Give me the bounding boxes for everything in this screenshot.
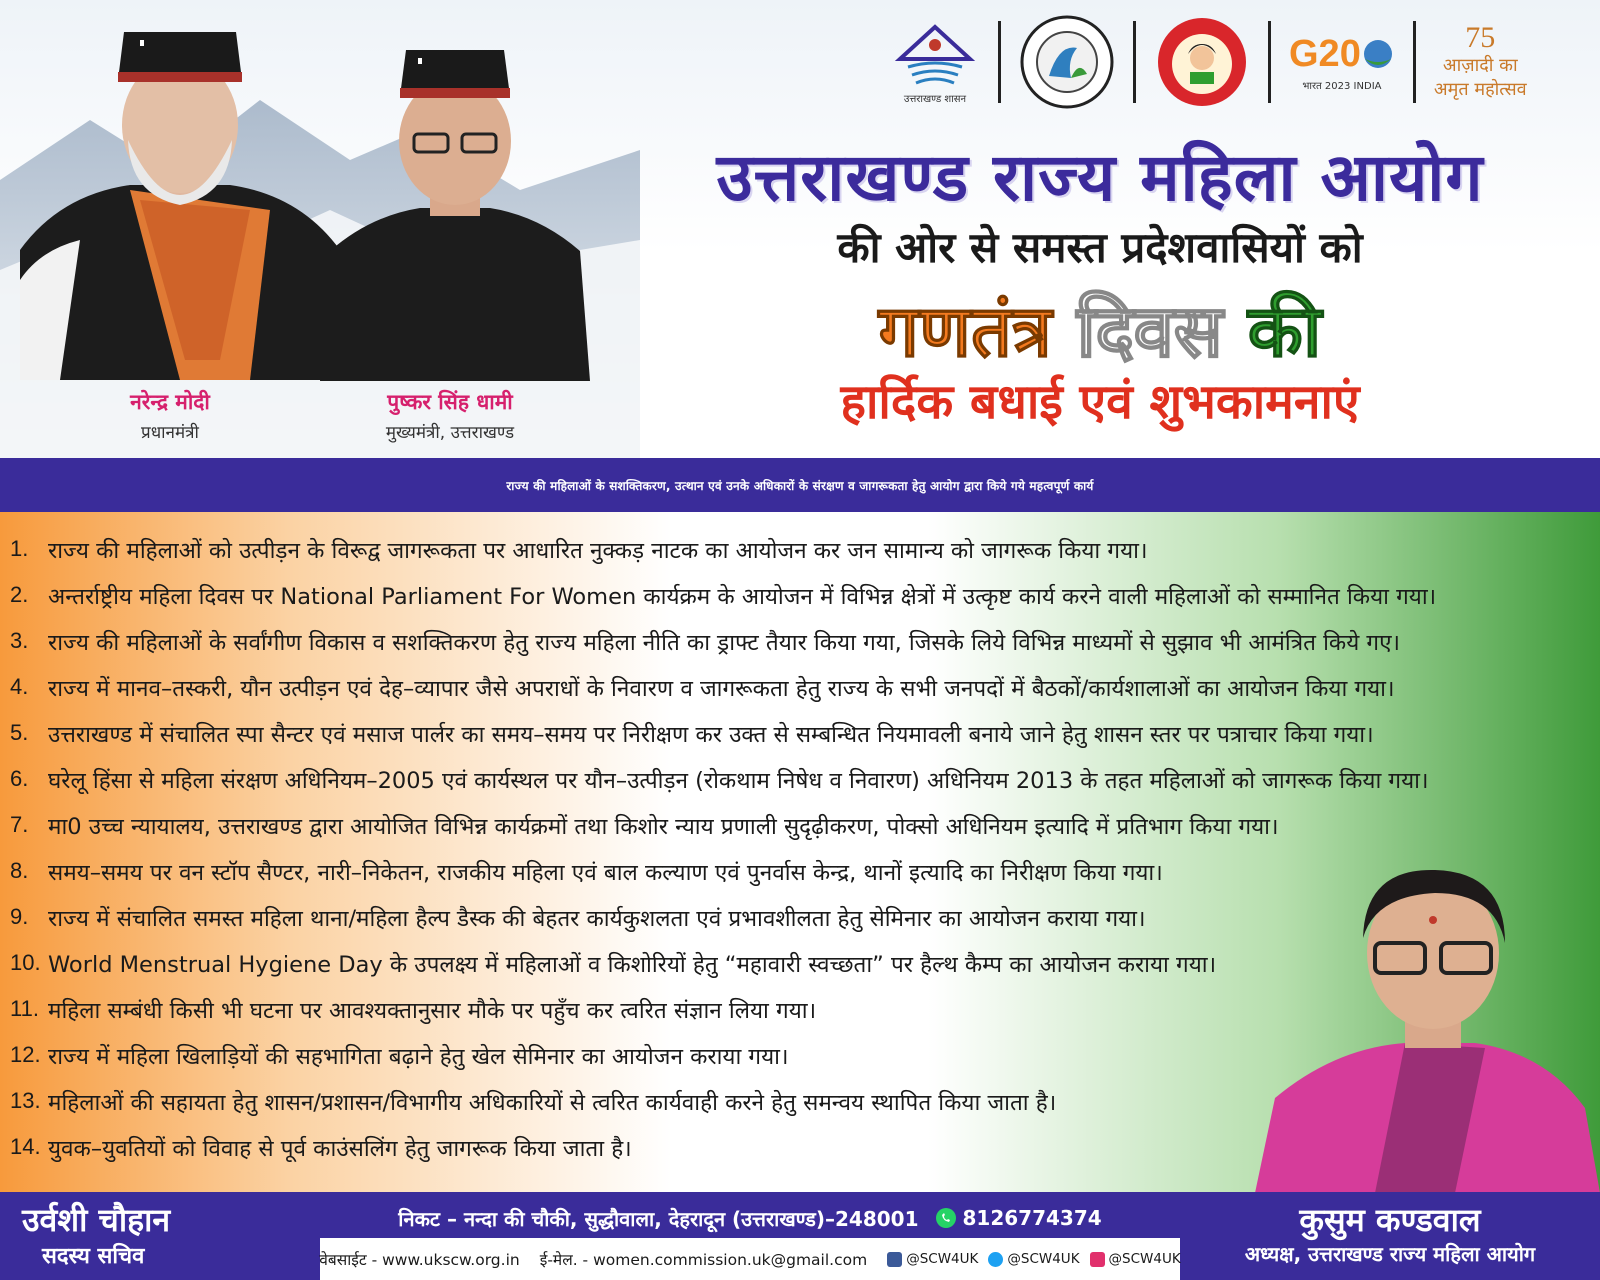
item-text: राज्य में महिला खिलाड़ियों की सहभागिता बढ़ाने हेतु खेल सेमिनार का आयोजन कराया गया। <box>48 1043 789 1070</box>
uttarakhand-govt-caption: उत्तराखण्ड शासन <box>903 94 967 105</box>
azadi-text: आज़ादी का <box>1442 55 1518 76</box>
instagram-handle[interactable] <box>1090 1251 1181 1267</box>
dhami-portrait <box>320 36 590 381</box>
g20-wordmark: G20 <box>1289 32 1361 75</box>
item-number: 5. <box>10 720 29 745</box>
item-text: उत्तराखण्ड में संचालित स्पा सैन्टर एवं मसाज पार्लर का समय–समय पर निरीक्षण कर उक्त से सम्बन्धित नियमावली बनाये जाने हेतु शासन स्तर पर पत्राचार किया गया। <box>48 721 1374 748</box>
item-number: 6. <box>10 766 29 791</box>
logo-divider <box>998 21 1001 103</box>
item-text: World Menstrual Hygiene Day के उपलक्ष्य में महिलाओं व किशोरियों हेतु “महावारी स्वच्छता” पर हैल्थ कैम्प का आयोजन कराया गया। <box>48 951 1217 978</box>
contact-block <box>320 1192 1180 1280</box>
chairperson-portrait <box>1255 848 1600 1193</box>
list-item <box>10 756 1590 802</box>
phone-number[interactable]: 8126774374 <box>962 1206 1102 1230</box>
commission-seal-icon <box>1019 14 1115 110</box>
item-number: 8. <box>10 858 29 883</box>
address-text: निकट – नन्दा की चौकी, सुद्धौवाला, देहरादून (उत्तराखण्ड)–248001 <box>398 1206 919 1231</box>
greeting-line: हार्दिक बधाई एवं शुभकामनाएं <box>840 374 1360 430</box>
list-item <box>10 572 1590 618</box>
word-diwas: दिवस <box>1076 289 1223 373</box>
chairperson-name: कुसुम कण्डवाल <box>1299 1201 1481 1239</box>
item-text: राज्य की महिलाओं के सर्वांगीण विकास व सशक्तिकरण हेतु राज्य महिला नीति का ड्राफ्ट तैयार किया गया, जिसके लिये विभिन्न माध्यमों से सुझाव भी आमंत्रित किये गए। <box>48 629 1401 656</box>
item-number: 13. <box>10 1088 41 1113</box>
item-number: 14. <box>10 1134 41 1159</box>
lotus-globe-icon <box>1361 37 1395 71</box>
footer <box>0 1192 1600 1280</box>
twitter-handle[interactable] <box>988 1251 1079 1267</box>
item-text: राज्य में मानव–तस्करी, यौन उत्पीड़न एवं देह–व्यापार जैसे अपराधों के निवारण व जागरूकता हेतु राज्य के सभी जनपदों में बैठकों/कार्यशालाओं का आयोजन किया गया। <box>48 675 1395 702</box>
achievements-banner: राज्य की महिलाओं के सशक्तिकरण, उत्थान एवं उनके अधिकारों के संरक्षण व जागरूकता हेतु आयोग द्वारा किये गये महत्वपूर्ण कार्य <box>0 458 1600 512</box>
word-gantantra: गणतंत्र <box>878 289 1052 373</box>
item-text: महिलाओं की सहायता हेतु शासन/प्रशासन/विभागीय अधिकारियों से त्वरित कार्यवाही करने हेतु समन्वय स्थापित किया जाता है। <box>48 1089 1057 1116</box>
logo-divider <box>1133 21 1136 103</box>
facebook-text: @SCW4UK <box>906 1251 979 1267</box>
azadi-amrit-logo <box>1434 23 1527 101</box>
item-text: अन्तर्राष्ट्रीय महिला दिवस पर National Parliament For Women कार्यक्रम के आयोजन में विभिन्न क्षेत्रों में उत्कृष्ट कार्य करने वाली महिलाओं को सम्मानित किया गया। <box>48 583 1437 610</box>
beti-bachao-logo <box>1154 14 1250 110</box>
dhami-name: पुष्कर सिंह धामी <box>387 390 513 414</box>
logo-row <box>890 12 1590 112</box>
member-secretary-block <box>0 1192 340 1280</box>
uttarakhand-emblem-icon <box>890 19 980 89</box>
item-text: समय–समय पर वन स्टॉप सैण्टर, नारी–निकेतन, राजकीय महिला एवं बाल कल्याण एवं पुनर्वास केन्द्र, थानों इत्यादि का निरीक्षण किया गया। <box>48 859 1163 886</box>
g20-caption: भारत 2023 INDIA <box>1302 80 1382 92</box>
list-item <box>10 526 1590 572</box>
email-link[interactable]: ई-मेल. - women.commission.uk@gmail.com <box>539 1251 868 1269</box>
item-text: राज्य की महिलाओं को उत्पीड़न के विरूद्व जागरूकता पर आधारित नुक्कड़ नाटक का आयोजन कर जन सामान्य को जागरूक किया गया। <box>48 537 1148 564</box>
phone-group <box>935 1206 1102 1230</box>
facebook-icon <box>887 1252 902 1267</box>
item-number: 12. <box>10 1042 41 1067</box>
logo-divider <box>1268 21 1271 103</box>
modi-role: प्रधानमंत्री <box>141 423 199 443</box>
item-number: 11. <box>10 996 39 1021</box>
instagram-icon <box>1090 1252 1105 1267</box>
item-number: 9. <box>10 904 29 929</box>
dhami-role: मुख्यमंत्री, उत्तराखण्ड <box>385 423 515 443</box>
item-text: युवक–युवतियों को विवाह से पूर्व काउंसलिंग हेतु जागरूक किया जाता है। <box>48 1135 632 1162</box>
member-secretary-role: सदस्य सचिव <box>42 1244 145 1269</box>
item-number: 3. <box>10 628 29 653</box>
uttarakhand-govt-logo <box>890 19 980 105</box>
list-item <box>10 710 1590 756</box>
item-number: 4. <box>10 674 29 699</box>
commission-title: उत्तराखण्ड राज्य महिला आयोग <box>716 139 1484 216</box>
item-number: 2. <box>10 582 29 607</box>
list-item <box>10 664 1590 710</box>
republic-day-heading <box>620 280 1580 378</box>
azadi-subtext: अमृत महोत्सव <box>1433 79 1527 100</box>
item-number: 10. <box>10 950 41 975</box>
item-text: महिला सम्बंधी किसी भी घटना पर आवश्यक्तानुसार मौके पर पहुँच कर त्वरित संज्ञान लिया गया। <box>48 997 817 1024</box>
chairperson-role: अध्यक्ष, उत्तराखण्ड राज्य महिला आयोग <box>1244 1242 1536 1266</box>
beti-bachao-icon <box>1154 14 1250 110</box>
twitter-text: @SCW4UK <box>1007 1251 1080 1267</box>
commission-logo <box>1019 14 1115 110</box>
list-item <box>10 618 1590 664</box>
word-ki: की <box>1247 289 1322 373</box>
item-text: राज्य में संचालित समस्त महिला थाना/महिला हैल्प डैस्क की बेहतर कार्यकुशलता एवं प्रभावशीलता हेतु सेमिनार का आयोजन कराया गया। <box>48 905 1146 932</box>
facebook-handle[interactable] <box>887 1251 978 1267</box>
whatsapp-icon <box>935 1207 957 1229</box>
azadi-75: 75 <box>1465 21 1496 54</box>
modi-name: नरेन्द्र मोदी <box>130 390 210 414</box>
twitter-icon <box>988 1252 1003 1267</box>
website-link[interactable]: वेबसाईट - www.ukscw.org.in <box>319 1251 520 1269</box>
contact-row <box>320 1238 1180 1280</box>
list-item <box>10 802 1590 848</box>
member-secretary-name: उर्वशी चौहान <box>22 1201 171 1239</box>
g20-logo <box>1289 33 1395 92</box>
address-row <box>360 1198 1140 1238</box>
greeting-subtitle: की ओर से समस्त प्रदेशवासियों को <box>837 223 1363 272</box>
modi-portrait <box>20 20 340 380</box>
item-number: 7. <box>10 812 29 837</box>
item-text: घरेलू हिंसा से महिला संरक्षण अधिनियम–2005 एवं कार्यस्थल पर यौन–उत्पीड़न (रोकथाम निषेध व निवारण) अधिनियम 2013 के तहत महिलाओं को जागरूक किया गया। <box>48 767 1429 794</box>
item-number: 1. <box>10 536 29 561</box>
item-text: मा0 उच्च न्यायालय, उत्तराखण्ड द्वारा आयोजित विभिन्न कार्यक्रमों तथा किशोर न्याय प्रणाली सुदृढ़ीकरण, पोक्सो अधिनियम इत्यादि में प्रतिभाग किया गया। <box>48 813 1279 840</box>
chairperson-block <box>1180 1192 1600 1280</box>
header-section <box>0 0 1600 458</box>
instagram-text: @SCW4UK <box>1108 1251 1181 1267</box>
logo-divider <box>1413 21 1416 103</box>
